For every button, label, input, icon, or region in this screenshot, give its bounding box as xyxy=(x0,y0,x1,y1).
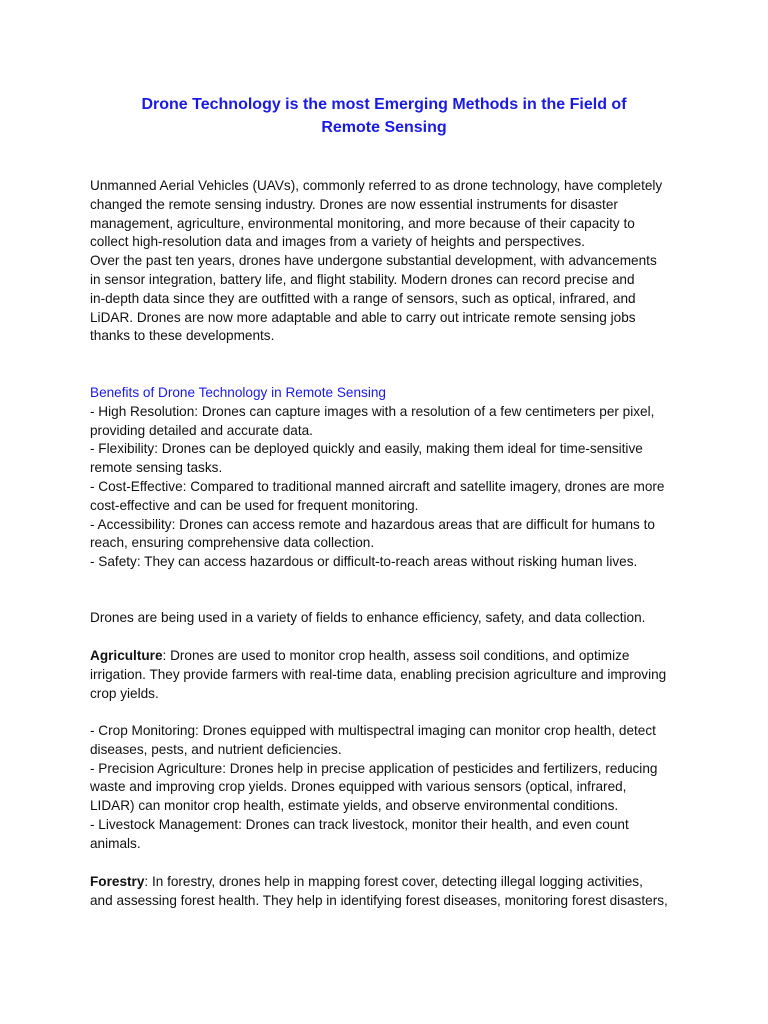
text-line: collect high-resolution data and images from a variety of heights and perspectives. xyxy=(90,234,585,250)
text-line: - Safety: They can access hazardous or difficult-to-reach areas without risking human lives. xyxy=(90,554,638,570)
text-line xyxy=(90,873,690,892)
text-line: providing detailed and accurate data. xyxy=(90,422,313,438)
agriculture-details xyxy=(90,722,690,854)
text-line: animals. xyxy=(90,835,141,851)
text-line: crop yields. xyxy=(90,685,159,701)
text-line: cost-effective and can be used for frequent monitoring. xyxy=(90,497,419,513)
text-line: Drones are being used in a variety of fields to enhance efficiency, safety, and data collection. xyxy=(90,610,646,625)
text-line: - Cost-Effective: Compared to traditional manned aircraft and satellite imagery, drones are more xyxy=(90,478,665,494)
text-line: in-depth data since they are outfitted with a range of sensors, such as optical, infrared, and xyxy=(90,290,636,306)
benefits-heading: Benefits of Drone Technology in Remote Sensing xyxy=(90,385,386,400)
text-line: waste and improving crop yields. Drones equipped with various sensors (optical, infrared, xyxy=(90,779,627,795)
text-line: diseases, pests, and nutrient deficiencies. xyxy=(90,741,342,757)
fields-intro xyxy=(90,609,690,628)
agriculture-paragraph xyxy=(90,647,690,703)
text-line: irrigation. They provide farmers with real-time data, enabling precision agriculture and improving xyxy=(90,666,667,682)
forestry-label: Forestry xyxy=(90,874,145,889)
text-line: - Flexibility: Drones can be deployed quickly and easily, making them ideal for time-sensitive xyxy=(90,441,643,457)
text-line: in sensor integration, battery life, and flight stability. Modern drones can record precise and xyxy=(90,271,635,287)
text-run: : Drones are used to monitor crop health, assess soil conditions, and optimize xyxy=(162,648,630,663)
agriculture-label: Agriculture xyxy=(90,648,163,663)
text-line: - Precision Agriculture: Drones help in precise application of pesticides and fertilizers, reducing xyxy=(90,760,658,776)
intro-paragraph xyxy=(90,177,690,346)
text-line: - Livestock Management: Drones can track livestock, monitor their health, and even count xyxy=(90,816,629,832)
title-line: Remote Sensing xyxy=(321,119,447,136)
text-line: - High Resolution: Drones can capture images with a resolution of a few centimeters per pixel, xyxy=(90,403,655,419)
text-line: LIDAR) can monitor crop health, estimate yields, and observe environmental conditions. xyxy=(90,798,619,814)
text-line: - Crop Monitoring: Drones equipped with multispectral imaging can monitor crop health, detect xyxy=(90,723,656,738)
text-line: - Accessibility: Drones can access remote and hazardous areas that are difficult for humans to xyxy=(90,516,655,532)
text-line xyxy=(90,647,690,666)
text-line: Unmanned Aerial Vehicles (UAVs), commonly referred to as drone technology, have completely xyxy=(90,178,663,193)
text-line: reach, ensuring comprehensive data collection. xyxy=(90,535,375,551)
text-line: management, agriculture, environmental monitoring, and more because of their capacity to xyxy=(90,215,635,231)
text-line: LiDAR. Drones are now more adaptable and able to carry out intricate remote sensing jobs xyxy=(90,309,636,325)
title-line: Drone Technology is the most Emerging Methods in the Field of xyxy=(141,96,627,113)
text-line: Over the past ten years, drones have undergone substantial development, with advancements xyxy=(90,253,657,269)
benefits-section xyxy=(90,384,690,572)
text-line: thanks to these developments. xyxy=(90,328,275,344)
text-run: : In forestry, drones help in mapping forest cover, detecting illegal logging activities, xyxy=(144,874,643,889)
forestry-paragraph xyxy=(90,873,690,911)
document-title xyxy=(90,93,678,139)
text-line: remote sensing tasks. xyxy=(90,460,223,476)
text-line: changed the remote sensing industry. Drones are now essential instruments for disaster xyxy=(90,196,618,212)
text-line: and assessing forest health. They help in identifying forest diseases, monitoring forest disasters, xyxy=(90,892,668,908)
